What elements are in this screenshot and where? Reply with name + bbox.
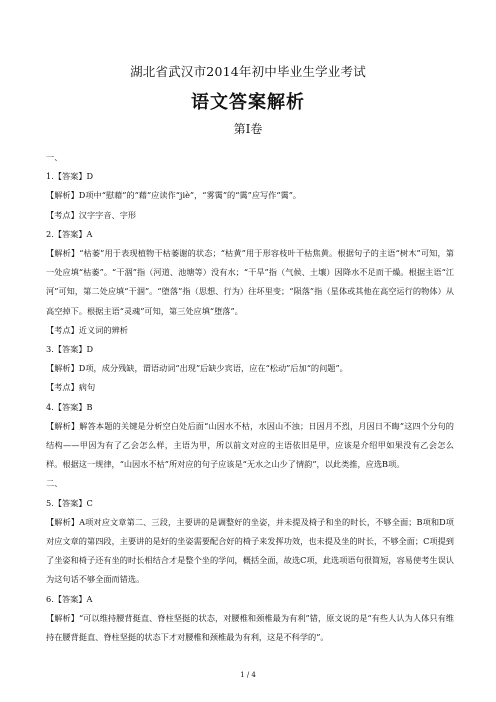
knowledge-point: 【考点】近义词的辨析 (46, 324, 128, 335)
analysis-paragraph: 【解析】解答本题的关键是分析空白处后面“山因水不枯，水因山不浊；日因月不烈，月因日不晦”这四个分句的结构——甲因为有了乙会怎么样，主语为甲，所以前文对应的主语依旧是甲，应该是介绍甲如果没有乙会怎么样。根据这一规律，“山因水不枯”所对应的句子应该是“无水之山少了情韵”，以此类推，应选B项。 (46, 420, 454, 470)
exam-title: 湖北省武汉市2014年初中毕业生学业考试 (130, 64, 366, 79)
answer-line: 3.【答案】D (46, 344, 94, 355)
answer-line: 2.【答案】A (46, 228, 93, 239)
knowledge-point: 【考点】汉字字音、字形 (46, 209, 137, 220)
answer-line: 5.【答案】C (46, 497, 93, 508)
answer-line: 6.【答案】A (46, 593, 93, 604)
document-body (46, 148, 454, 647)
analysis-paragraph: 【解析】D项中“慰藉”的“藉”应读作“jiè”，“雾霭”的“霭”应写作“霭”。 (46, 190, 302, 201)
answer-line: 1.【答案】D (46, 171, 94, 182)
analysis-paragraph: 【解析】“枯萎”用于表现植物干枯萎谢的状态；“枯黄”用于形容枝叶干枯焦黄。根据句子的主语“树木”可知，第一处应填“枯萎”。“干涸”指（河道、池塘等）没有水；“干旱”指（气候、土壤）因降水不足而干燥。根据主语“江河”可知，第二处应填“干涸”。“堕落”指（思想、行为）往坏里变；“陨落”指（星体或其他在高空运行的物体）从高空掉下。根据主语“灵魂”可知，第三处应填“堕落”。 (46, 248, 454, 316)
document-title: 语文答案解析 (191, 92, 305, 113)
section-heading: 二、 (46, 478, 63, 489)
answer-line: 4.【答案】B (46, 401, 93, 412)
page-indicator: 1 / 4 (240, 671, 256, 679)
analysis-paragraph: 【解析】D项，成分残缺，谓语动词“出现”后缺少宾语，应在“松动”后加“的问题”。 (46, 363, 348, 374)
volume-heading: 第Ⅰ卷 (233, 122, 263, 136)
analysis-paragraph: 【解析】A项对应文章第二、三段，主要讲的是调整好的坐姿，并未提及椅子和坐的时长，不够全面；B项和D项对应文章的第四段，主要讲的是好的坐姿需要配合好的椅子来发挥功效，也未提及坐的时长，不够全面；C项提到了坐姿和椅子还有坐的时长相结合才是整个坐的学问，概括全面，故选C项，此选项语句很简短，容易使考生误认为这句话不够全面而错选。 (46, 516, 454, 585)
analysis-paragraph: 【解析】“可以维持腰背挺直、脊柱坚挺的状态，对腰椎和颈椎最为有利”错，原文说的是“有些人认为人体只有维持在腰背挺直、脊柱坚挺的状态下才对腰椎和颈椎最为有利，这是不科学的”。 (46, 612, 454, 643)
section-heading: 一、 (46, 152, 63, 162)
knowledge-point: 【考点】病句 (46, 382, 96, 393)
